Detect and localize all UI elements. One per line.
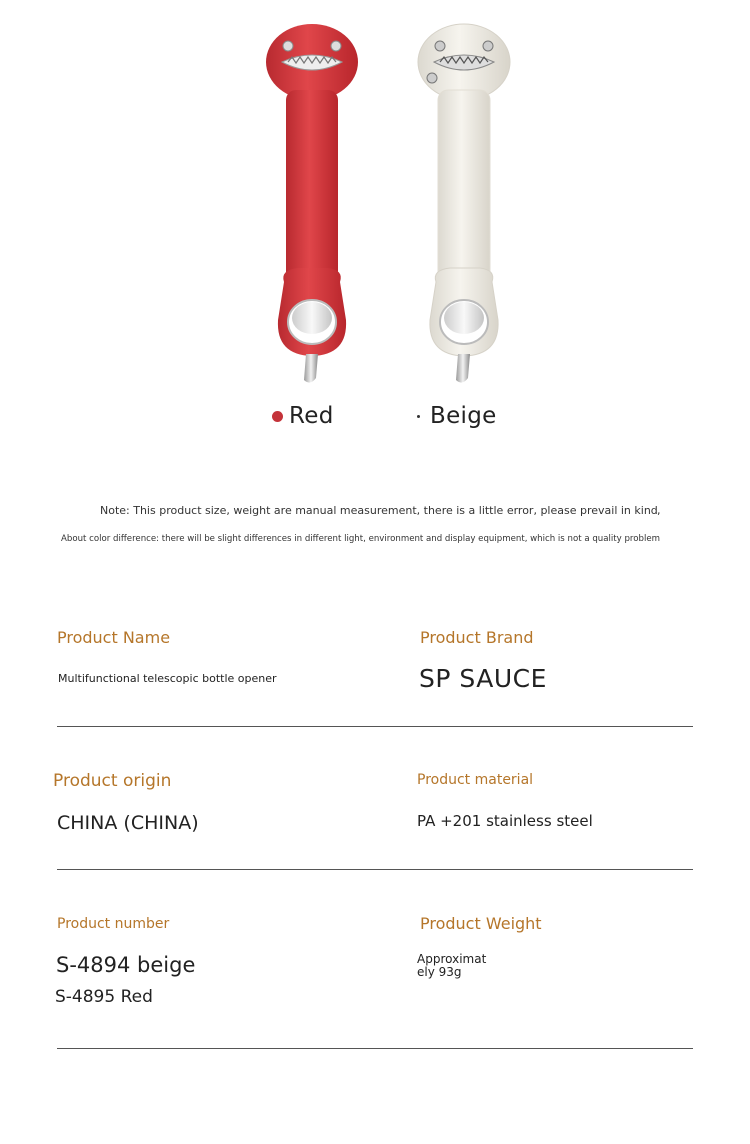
divider (57, 726, 693, 727)
product-origin-label: Product origin (53, 771, 172, 791)
product-weight-value-line1: Approximat (417, 952, 487, 966)
product-weight-label: Product Weight (420, 914, 542, 933)
red-bottle-opener-image (258, 20, 368, 390)
variant-beige-label: Beige (430, 403, 497, 429)
variant-red-label: Red (289, 403, 334, 429)
product-number-value-beige: S-4894 beige (56, 953, 196, 977)
beige-dot-icon (417, 415, 420, 418)
variant-beige (417, 403, 497, 429)
product-name-label: Product Name (57, 628, 171, 647)
product-brand-value: SP SAUCE (419, 664, 547, 693)
product-origin-value: CHINA (CHINA) (57, 812, 199, 834)
divider (57, 869, 693, 870)
note-size-weight (100, 504, 658, 517)
beige-bottle-opener-image (410, 20, 520, 390)
note-tail: , (657, 504, 661, 517)
note-size-weight-text: Note: This product size, weight are manual measurement, there is a little error, please prevail in kind (100, 504, 658, 517)
product-number-label: Product number (57, 916, 170, 932)
product-material-label: Product material (417, 772, 534, 788)
note-color-difference (61, 534, 660, 544)
note-color-difference-text: About color difference: there will be slight differences in different light, environment and display equipment, which is not a quality problem (61, 534, 661, 544)
divider (57, 1048, 693, 1049)
variant-red (272, 403, 334, 429)
product-number-value-red: S-4895 Red (55, 987, 153, 1007)
product-name-value: Multifunctional telescopic bottle opener (58, 672, 277, 685)
product-brand-label: Product Brand (420, 628, 534, 647)
product-material-value: PA +201 stainless steel (417, 812, 593, 830)
red-dot-icon (272, 411, 283, 422)
product-weight-value-line2: ely 93g (417, 965, 462, 979)
